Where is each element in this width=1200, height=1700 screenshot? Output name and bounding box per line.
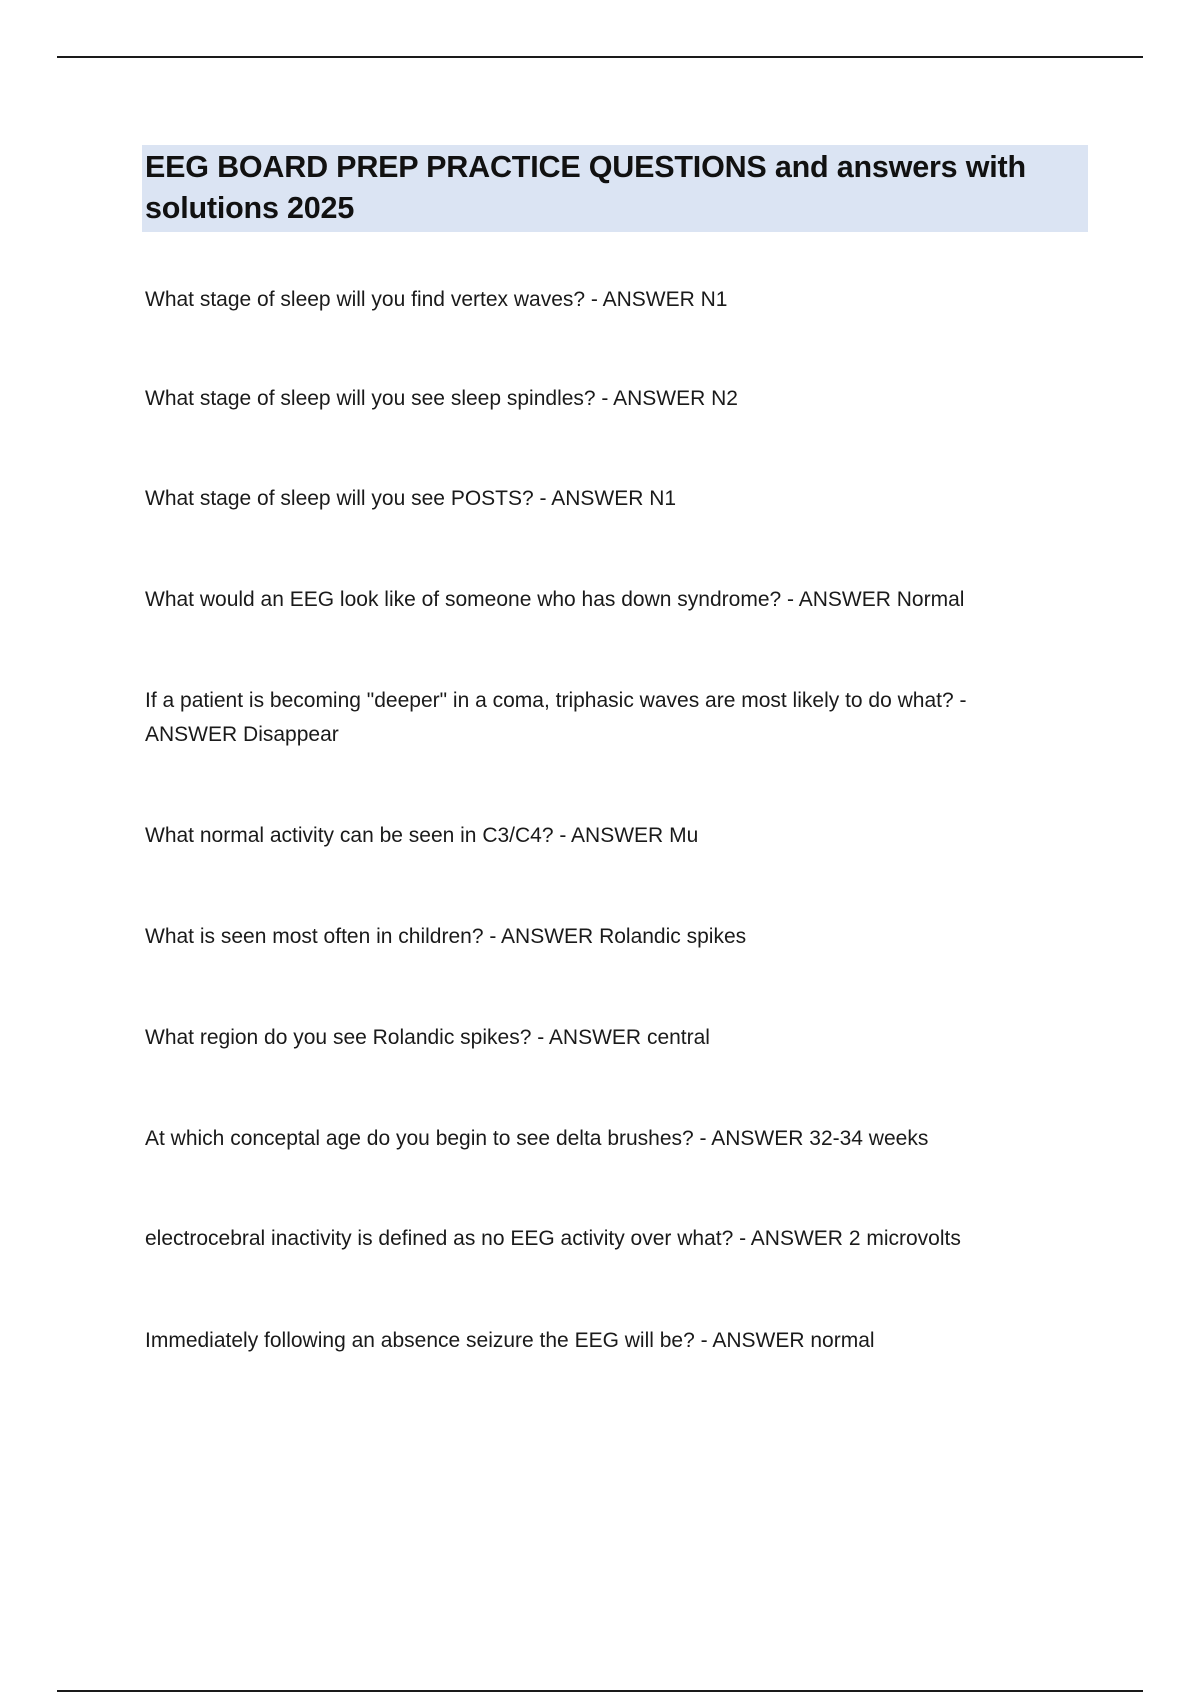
question-text: What stage of sleep will you see sleep spindles? xyxy=(145,387,596,410)
answer-text: Mu xyxy=(669,824,699,847)
answer-label: ANSWER xyxy=(501,925,594,948)
title-block xyxy=(142,145,1088,232)
answer-label: ANSWER xyxy=(145,723,238,746)
answer-text: 2 microvolts xyxy=(848,1227,961,1250)
answer-text: N1 xyxy=(649,487,677,510)
document-title: EEG BOARD PREP PRACTICE QUESTIONS and answers with solutions 2025 xyxy=(145,150,1026,225)
answer-label: ANSWER xyxy=(602,288,695,311)
qa-item: What stage of sleep will you see POSTS? - ANSWER N1 xyxy=(145,487,677,510)
qa-item: What stage of sleep will you find vertex waves? - ANSWER N1 xyxy=(145,288,728,311)
answer-text: Normal xyxy=(896,588,965,611)
answer-label: ANSWER xyxy=(712,1329,805,1352)
question-text: What stage of sleep will you see POSTS? xyxy=(145,487,534,510)
answer-text: central xyxy=(646,1026,710,1049)
answer-label: ANSWER xyxy=(613,387,706,410)
question-text: electrocebral inactivity is defined as no EEG activity over what? xyxy=(145,1227,734,1250)
answer-text: 32-34 weeks xyxy=(809,1127,929,1150)
top-rule xyxy=(57,56,1143,58)
bottom-rule xyxy=(57,1690,1143,1692)
question-text: If a patient is becoming "deeper" in a coma, triphasic waves are most likely to do what? xyxy=(145,689,954,712)
answer-text: normal xyxy=(810,1329,875,1352)
question-text: Immediately following an absence seizure the EEG will be? xyxy=(145,1329,695,1352)
qa-item: If a patient is becoming "deeper" in a coma, triphasic waves are most likely to do what? - ANSWER Disappear xyxy=(145,689,967,746)
answer-label: ANSWER xyxy=(711,1127,804,1150)
answer-label: ANSWER xyxy=(798,588,891,611)
answer-text: N1 xyxy=(700,288,728,311)
answer-label: ANSWER xyxy=(571,824,664,847)
qa-item: What normal activity can be seen in C3/C4? - ANSWER Mu xyxy=(145,824,699,847)
answer-label: ANSWER xyxy=(750,1227,843,1250)
answer-text: N2 xyxy=(711,387,738,410)
answer-text: Disappear xyxy=(243,723,339,746)
qa-item: Immediately following an absence seizure the EEG will be? - ANSWER normal xyxy=(145,1329,875,1352)
answer-text: Rolandic spikes xyxy=(599,925,747,948)
question-text: At which conceptal age do you begin to see delta brushes? xyxy=(145,1127,694,1150)
answer-label: ANSWER xyxy=(548,1026,642,1049)
answer-label: ANSWER xyxy=(551,487,644,510)
qa-item: electrocebral inactivity is defined as no EEG activity over what? - ANSWER 2 microvolts xyxy=(145,1227,961,1250)
qa-item: What region do you see Rolandic spikes? - ANSWER central xyxy=(145,1026,710,1049)
qa-item: What stage of sleep will you see sleep spindles? - ANSWER N2 xyxy=(145,387,738,410)
question-text: What normal activity can be seen in C3/C4? xyxy=(145,824,554,847)
qa-item: What is seen most often in children? - ANSWER Rolandic spikes xyxy=(145,925,747,948)
question-text: What is seen most often in children? xyxy=(145,925,484,948)
question-text: What region do you see Rolandic spikes? xyxy=(145,1026,532,1049)
qa-item: At which conceptal age do you begin to see delta brushes? - ANSWER 32-34 weeks xyxy=(145,1127,929,1150)
qa-item: What would an EEG look like of someone who has down syndrome? - ANSWER Normal xyxy=(145,588,965,611)
question-text: What stage of sleep will you find vertex waves? xyxy=(145,288,586,311)
question-text: What would an EEG look like of someone who has down syndrome? xyxy=(145,588,782,611)
